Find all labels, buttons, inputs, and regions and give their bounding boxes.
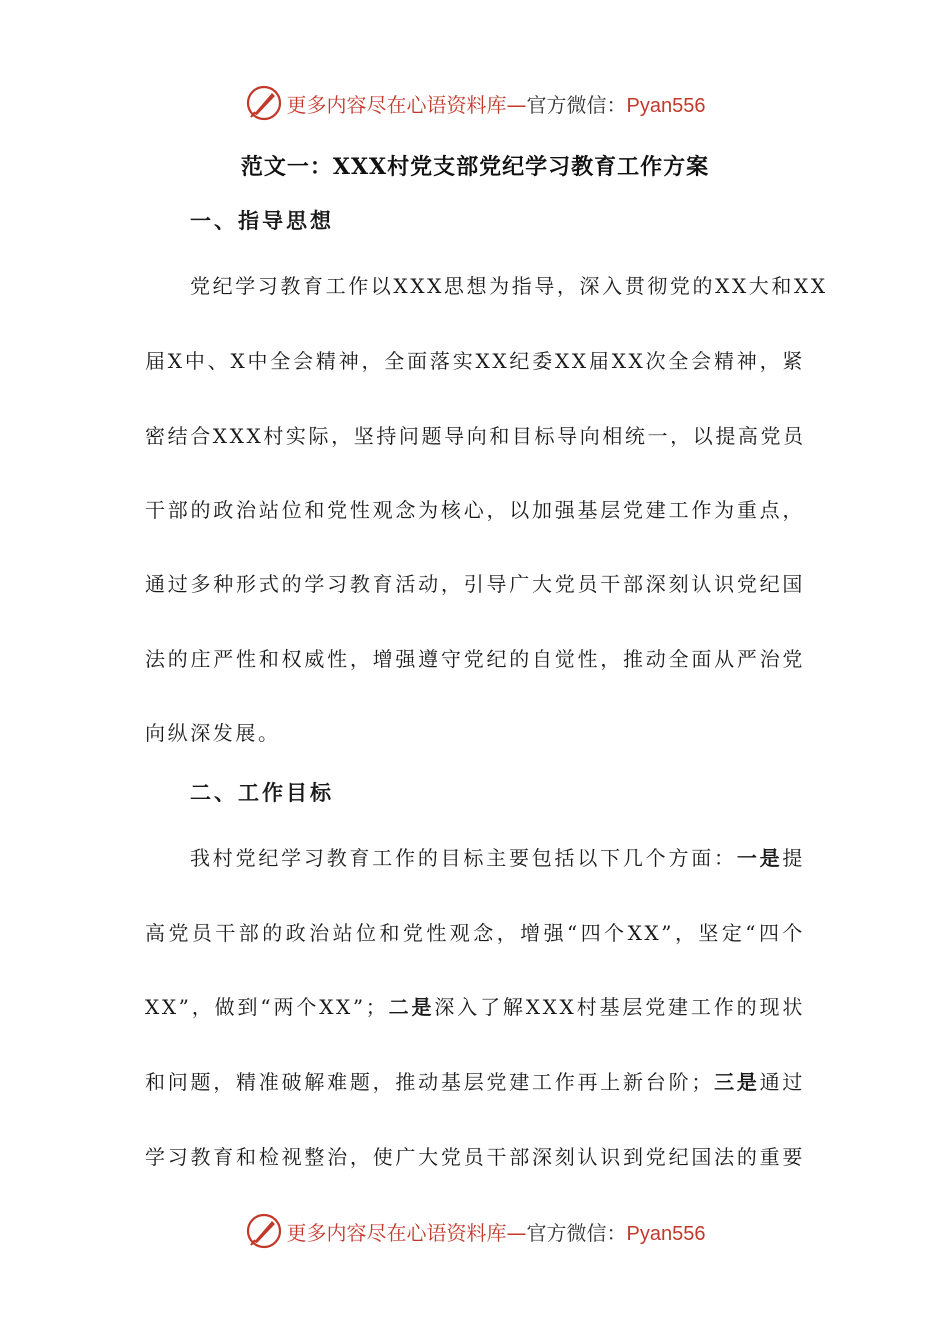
text-run: 和问题，精准破解难题，推动基层党建工作再上新台阶；: [145, 1070, 714, 1094]
text-run: 深入了解XXX村基层党建工作的现状: [434, 995, 805, 1019]
banner-wechat-id: Pyan556: [626, 1222, 706, 1245]
paragraph-line: 党纪学习教育工作以XXX思想为指导，深入贯彻党的XX大和XX: [190, 274, 828, 298]
paragraph-line: 高党员干部的政治站位和党性观念，增强“四个XX”，坚定“四个: [145, 921, 805, 945]
section-heading-work-goals: 二、工作目标: [190, 781, 334, 805]
banner-text: [287, 1217, 706, 1246]
text-run: 通过: [759, 1070, 806, 1094]
banner-wechat-id: Pyan556: [626, 94, 706, 117]
emphasis-second: 二是: [388, 995, 435, 1019]
paragraph-line: 学习教育和检视整治，使广大党员干部深刻认识到党纪国法的重要: [145, 1145, 805, 1169]
text-run: XX”，做到“两个XX”；: [145, 995, 389, 1019]
paragraph-line: 干部的政治站位和党性观念为核心，以加强基层党建工作为重点，: [145, 498, 805, 522]
paragraph-line: [145, 1066, 805, 1095]
text-run: 我村党纪学习教育工作的目标主要包括以下几个方面：: [190, 846, 737, 870]
banner-official-label: 官方微信：: [526, 92, 627, 117]
section-heading-guiding-ideology: 一、指导思想: [190, 209, 334, 233]
banner-site-name: 更多内容尽在心语资料库: [286, 1220, 507, 1245]
quill-pen-icon: [245, 1212, 283, 1250]
quill-pen-icon: [245, 84, 283, 122]
banner-official-label: 官方微信：: [526, 1220, 627, 1245]
paragraph-line: [190, 842, 805, 871]
header-banner: [0, 83, 950, 123]
footer-banner: [0, 1211, 950, 1251]
paragraph-line: [145, 991, 805, 1020]
emphasis-first: 一是: [736, 846, 783, 870]
banner-separator: —: [506, 1220, 527, 1245]
emphasis-third: 三是: [713, 1070, 760, 1094]
document-title: 范文一：XXX村党支部党纪学习教育工作方案: [240, 154, 710, 180]
paragraph-line: 届X中、X中全会精神，全面落实XX纪委XX届XX次全会精神，紧: [145, 349, 805, 373]
text-run: 提: [782, 846, 806, 870]
paragraph-line: 密结合XXX村实际，坚持问题导向和目标导向相统一，以提高党员: [145, 424, 806, 448]
banner-text: [287, 89, 706, 118]
banner-separator: —: [506, 92, 527, 117]
banner-site-name: 更多内容尽在心语资料库: [286, 92, 507, 117]
paragraph-line: 法的庄严性和权威性，增强遵守党纪的自觉性，推动全面从严治党: [145, 647, 805, 671]
paragraph-line: 通过多种形式的学习教育活动，引导广大党员干部深刻认识党纪国: [145, 572, 805, 596]
paragraph-line: 向纵深发展。: [145, 721, 281, 745]
